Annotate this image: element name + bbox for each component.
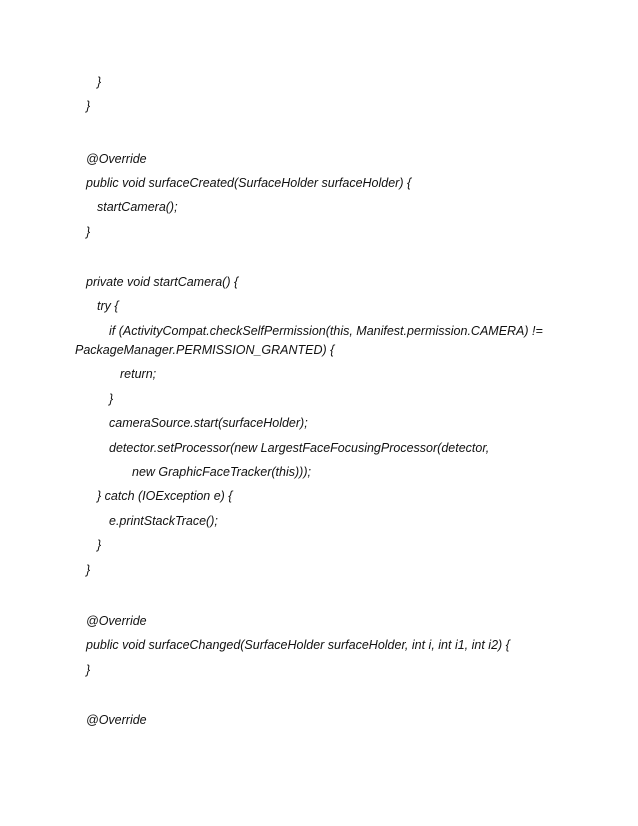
code-line: private void startCamera() {: [86, 275, 239, 289]
code-line: return;: [120, 367, 157, 381]
code-line: }: [86, 563, 91, 577]
code-line: if (ActivityCompat.checkSelfPermission(this, Manifest.permission.CAMERA) !=: [109, 324, 543, 338]
code-line: }: [109, 392, 114, 406]
code-line: PackageManager.PERMISSION_GRANTED) {: [75, 343, 335, 357]
code-line: new GraphicFaceTracker(this)));: [132, 465, 311, 479]
code-line: e.printStackTrace();: [109, 514, 218, 528]
code-line: detector.setProcessor(new LargestFaceFocusingProcessor(detector,: [109, 441, 490, 455]
code-line: public void surfaceChanged(SurfaceHolder surfaceHolder, int i, int i1, int i2) {: [86, 638, 510, 652]
code-line: public void surfaceCreated(SurfaceHolder surfaceHolder) {: [86, 176, 412, 190]
code-line: @Override: [86, 152, 147, 166]
code-line: startCamera();: [97, 200, 178, 214]
code-line: @Override: [86, 614, 147, 628]
code-line: }: [97, 75, 102, 89]
code-line: }: [97, 538, 102, 552]
code-line: } catch (IOException e) {: [97, 489, 233, 503]
code-line: @Override: [86, 713, 147, 727]
code-line: }: [86, 663, 91, 677]
code-line: }: [86, 99, 91, 113]
code-line: cameraSource.start(surfaceHolder);: [109, 416, 308, 430]
code-line: try {: [97, 299, 119, 313]
code-line: }: [86, 225, 91, 239]
